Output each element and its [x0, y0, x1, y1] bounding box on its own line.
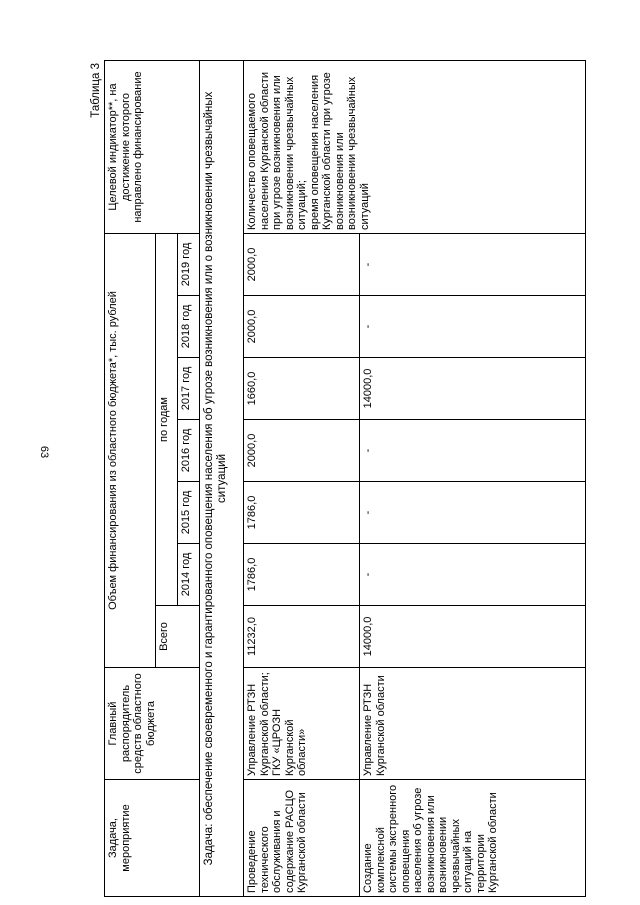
header-by-year: по годам — [156, 234, 178, 606]
row2-2015: - — [360, 482, 586, 544]
row2-total: 14000,0 — [360, 606, 586, 668]
task-row — [200, 61, 244, 897]
page-number: 63 — [38, 445, 50, 459]
row2-manager: Управление РТЗН Курганской области — [360, 668, 586, 780]
row1-activity: Проведение технического обслуживания и содержание РАСЦО Курганской области — [244, 780, 360, 897]
header-year-2015: 2015 год — [178, 482, 200, 544]
row1-manager: Управление РТЗН Курганской области; ГКУ «ЦРОЗН Курганской области» — [244, 668, 360, 780]
header-funding: Объем финансирования из областного бюджета*, тыс. рублей — [105, 234, 156, 668]
header-year-2014: 2014 год — [178, 544, 200, 606]
row2-2018: - — [360, 296, 586, 358]
row1-2015: 1786,0 — [244, 482, 360, 544]
row2-2017: 14000,0 — [360, 358, 586, 420]
table-row — [244, 61, 360, 897]
header-target: Целевой индикатор**, на достижение которого направлено финансирование — [105, 61, 200, 234]
row2-2019: - — [360, 234, 586, 296]
header-year-2018: 2018 год — [178, 296, 200, 358]
row1-total: 11232,0 — [244, 606, 360, 668]
header-row-1 — [105, 61, 156, 897]
table-caption: Таблица 3 — [90, 63, 102, 118]
header-manager: Главный распорядитель средств областного бюджета — [105, 668, 200, 780]
row2-2016: - — [360, 420, 586, 482]
row2-2014: - — [360, 544, 586, 606]
header-total: Всего — [156, 606, 200, 668]
header-task: Задача, мероприятие — [105, 780, 200, 897]
target-indicator: Количество оповещаемого населения Курганской области при угрозе возникновения или возникновении чрезвычайных ситуаций; время оповещения населения Курганской области при угрозе возникновения или возникновении чрезвычайных ситуаций — [244, 61, 586, 234]
row1-2018: 2000,0 — [244, 296, 360, 358]
row1-2016: 2000,0 — [244, 420, 360, 482]
row2-activity: Создание комплексной системы экстренного оповещения населения об угрозе возникновения или возникновении чрезвычайных ситуаций на территории Курганской области — [360, 780, 586, 897]
row1-2019: 2000,0 — [244, 234, 360, 296]
header-year-2017: 2017 год — [178, 358, 200, 420]
header-year-2016: 2016 год — [178, 420, 200, 482]
header-year-2019: 2019 год — [178, 234, 200, 296]
row1-2014: 1786,0 — [244, 544, 360, 606]
rotated-document — [88, 61, 608, 897]
funding-table — [104, 60, 586, 897]
task-title: Задача: обеспечение своевременного и гарантированного оповещения населения об угрозе возникновения или о возникновении чрезвычайных ситуаций — [200, 61, 244, 897]
row1-2017: 1660,0 — [244, 358, 360, 420]
